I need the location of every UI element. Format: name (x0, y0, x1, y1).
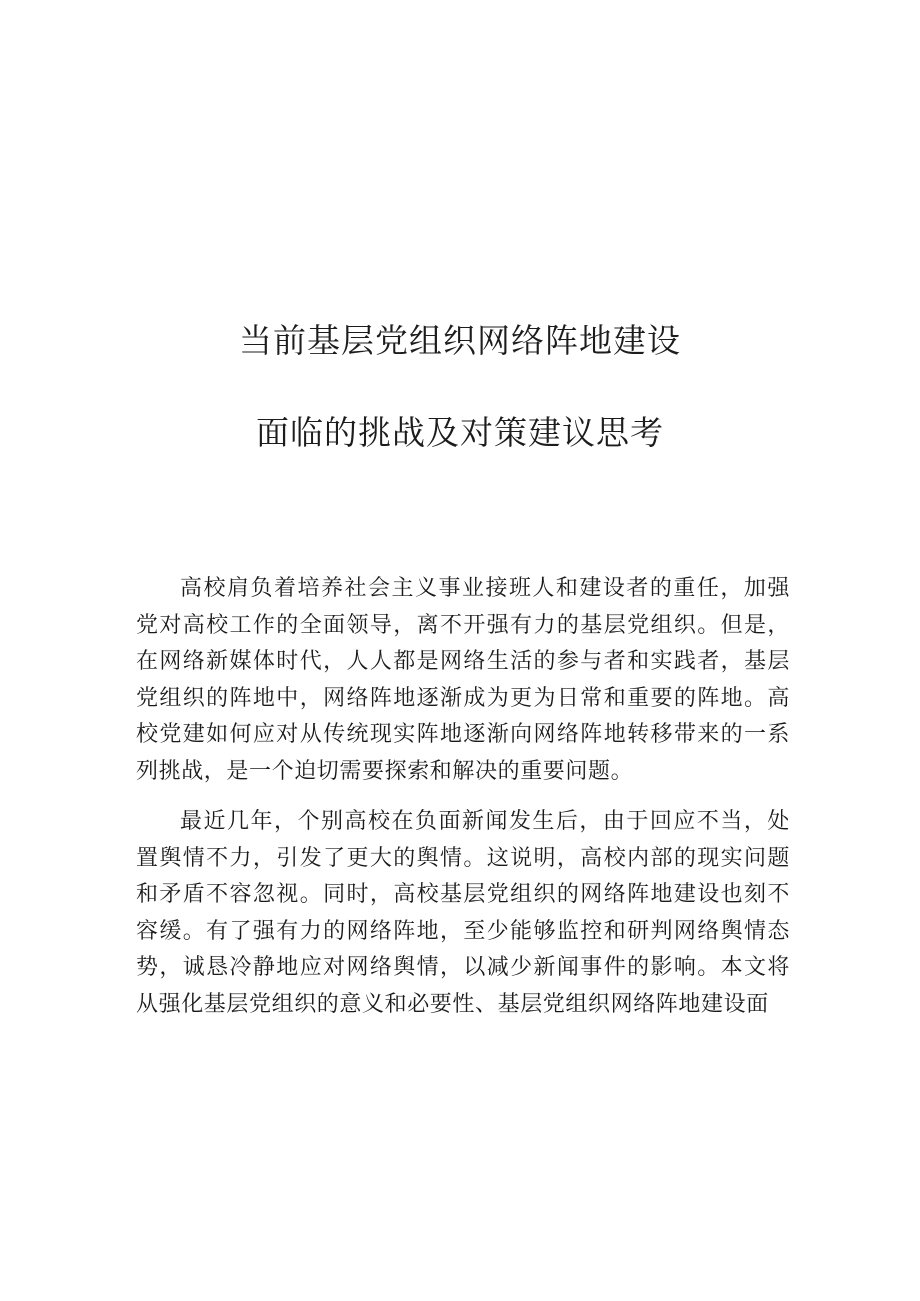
paragraph-2: 最近几年，个别高校在负面新闻发生后，由于回应不当，处置舆情不力，引发了更大的舆情。这说明，高校内部的现实问题和矛盾不容忽视。同时，高校基层党组织的网络阵地建设也刻不容缓。有了强有力的网络阵地，至少能够监控和研判网络舆情态势，诚恳冷静地应对网络舆情，以减少新闻事件的影响。本文将从强化基层党组织的意义和必要性、基层党组织网络阵地建设面 (136, 809, 790, 1017)
title-line-1: 当前基层党组织网络阵地建设 (239, 321, 681, 360)
title-line-2: 面临的挑战及对策建议思考 (256, 413, 664, 452)
paragraph-1: 高校肩负着培养社会主义事业接班人和建设者的重任，加强党对高校工作的全面领导，离不开强有力的基层党组织。但是，在网络新媒体时代，人人都是网络生活的参与者和实践者，基层党组织的阵地中，网络阵地逐渐成为更为日常和重要的阵地。高校党建如何应对从传统现实阵地逐渐向网络阵地转移带来的一系列挑战，是一个迫切需要探索和解决的重要问题。 (136, 576, 790, 784)
document-body (136, 571, 790, 1023)
document-title (0, 318, 920, 456)
